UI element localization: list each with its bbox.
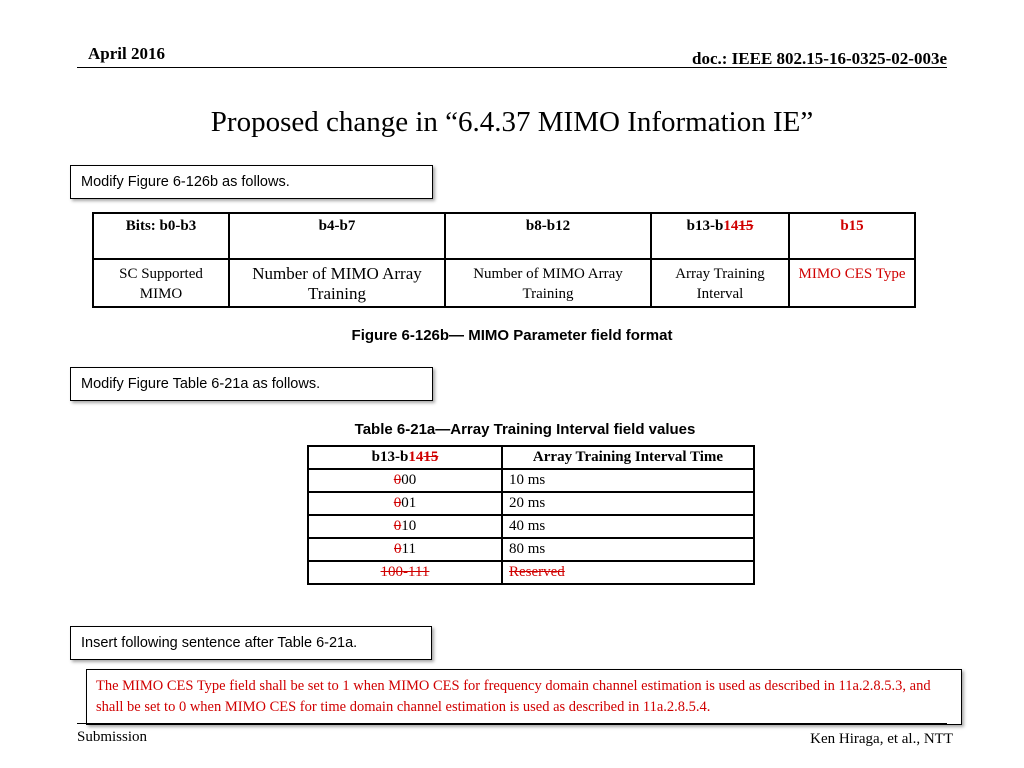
instruction-box-insert: Insert following sentence after Table 6-21a. <box>70 626 432 660</box>
format-cell-mimo-ces-type: MIMO CES Type <box>789 259 915 307</box>
format-header-bits: Bits: b0-b3 <box>93 213 229 259</box>
ati-row-bits-value: 10 <box>401 518 417 534</box>
ati-row-time: 40 ms <box>502 515 754 538</box>
ati-row-bits-deleted: 0 <box>394 541 402 557</box>
ati-row-time: 10 ms <box>502 469 754 492</box>
ati-row-bits-value: 11 <box>401 541 416 557</box>
ati-header-time: Array Training Interval Time <box>502 446 754 469</box>
ati-row <box>308 538 754 561</box>
ati-row-time: 80 ms <box>502 538 754 561</box>
ati-header-bits-deleted: 15 <box>423 449 439 465</box>
ati-row-time: 20 ms <box>502 492 754 515</box>
inserted-sentence-box: The MIMO CES Type field shall be set to 1 when MIMO CES for frequency domain channel estimation is used as described in 11a.2.8.5.3, and shall be set to 0 when MIMO CES for time domain channel estimation is used as described in 11a.2.8.5.4. <box>86 669 962 725</box>
header-date: April 2016 <box>88 44 165 63</box>
ati-row <box>308 515 754 538</box>
format-cell-mimo-array-training-large: Number of MIMO Array Training <box>229 259 445 307</box>
ati-row-bits-value: 01 <box>401 495 417 511</box>
format-header-b13-deleted: 15 <box>738 218 754 234</box>
figure-caption: Figure 6-126b— MIMO Parameter field format <box>351 327 673 344</box>
ati-row-time <box>502 561 754 584</box>
footer-submission: Submission <box>77 729 148 745</box>
format-header-b13-prefix: b13-b <box>686 218 724 234</box>
ati-row-bits <box>308 561 502 584</box>
ati-row-bits-deleted: 0 <box>393 518 402 534</box>
format-cell-sc-supported: SC Supported MIMO <box>93 259 229 307</box>
format-table-header-row <box>93 213 915 259</box>
page-title: Proposed change in “6.4.37 MIMO Information IE” <box>210 106 814 138</box>
ati-row-bits <box>308 469 502 492</box>
format-cell-array-training-interval: Array Training Interval <box>651 259 789 307</box>
format-header-b8-b12: b8-b12 <box>445 213 651 259</box>
ati-row-bits <box>308 492 502 515</box>
footer-authors: Ken Hiraga, et al., NTT <box>810 731 953 747</box>
ati-row-bits <box>308 538 502 561</box>
instruction-box-figure: Modify Figure 6-126b as follows. <box>70 165 433 199</box>
format-header-b13 <box>651 213 789 259</box>
header-doc-id: doc.: IEEE 802.15-16-0325-02-003e <box>692 49 947 68</box>
format-header-b13-inserted: 14 <box>723 218 739 234</box>
header-rule <box>77 67 947 68</box>
format-table-body-row <box>93 259 915 307</box>
ati-row-bits <box>308 515 502 538</box>
format-header-b4-b7: b4-b7 <box>229 213 445 259</box>
ati-header-bits <box>308 446 502 469</box>
footer-rule <box>77 723 947 724</box>
ati-header-bits-inserted: 14 <box>408 449 424 465</box>
ati-row <box>308 469 754 492</box>
instruction-box-table: Modify Figure Table 6-21a as follows. <box>70 367 433 401</box>
mimo-parameter-format-table <box>92 212 916 308</box>
ati-row-reserved <box>308 561 754 584</box>
ati-row-bits-value: 00 <box>401 472 417 488</box>
ati-header-bits-prefix: b13-b <box>371 449 409 465</box>
ati-row-time-deleted: Reserved <box>509 564 565 580</box>
table-caption: Table 6-21a—Array Training Interval field values <box>354 421 696 438</box>
format-header-b15: b15 <box>789 213 915 259</box>
ati-row-bits-deleted: 0 <box>393 495 402 511</box>
ati-header-row <box>308 446 754 469</box>
array-training-interval-table <box>307 445 755 585</box>
ati-row <box>308 492 754 515</box>
ati-row-bits-deleted: 100-111 <box>380 564 430 580</box>
format-cell-mimo-array-training: Number of MIMO Array Training <box>445 259 651 307</box>
ati-row-bits-deleted: 0 <box>393 472 402 488</box>
